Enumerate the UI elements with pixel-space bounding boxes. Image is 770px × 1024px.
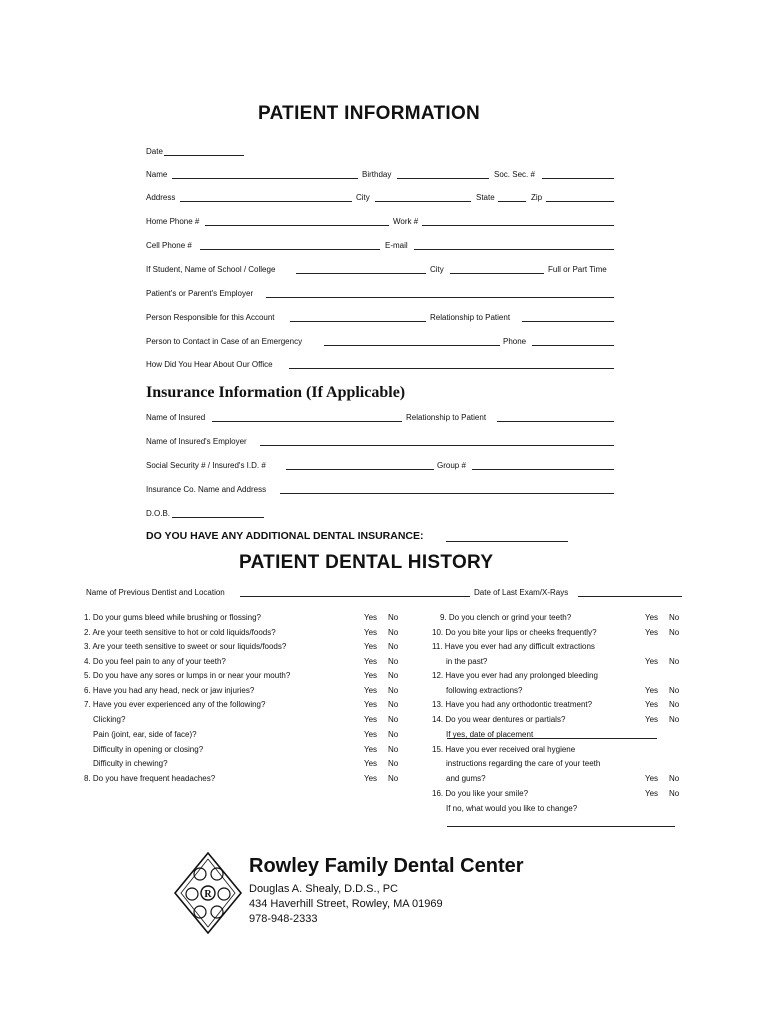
no-option[interactable]: No xyxy=(388,686,399,695)
no-option[interactable]: No xyxy=(669,613,680,622)
ssn-label: Social Security # / Insured's I.D. # xyxy=(146,461,266,470)
work-field[interactable] xyxy=(422,225,614,226)
name-label: Name xyxy=(146,170,168,179)
last-exam-label: Date of Last Exam/X-Rays xyxy=(474,588,569,597)
relationship-field[interactable] xyxy=(522,321,614,322)
practice-phone: 978-948-2333 xyxy=(249,913,318,925)
zip-label: Zip xyxy=(531,193,543,202)
no-option[interactable]: No xyxy=(669,789,680,798)
history-question: 2. Are your teeth sensitive to hot or cold liquids/foods? xyxy=(84,628,276,637)
yes-option[interactable]: Yes xyxy=(645,686,659,695)
address-label: Address xyxy=(146,193,176,202)
practice-doctor: Douglas A. Shealy, D.D.S., PC xyxy=(249,883,398,895)
email-label: E-mail xyxy=(385,241,408,250)
yes-option[interactable]: Yes xyxy=(364,628,378,637)
name-insured-field[interactable] xyxy=(212,421,402,422)
yes-option[interactable]: Yes xyxy=(645,700,659,709)
prev-dentist-label: Name of Previous Dentist and Location xyxy=(86,588,225,597)
history-question: 13. Have you had any orthodontic treatment? xyxy=(432,700,593,709)
yes-option[interactable]: Yes xyxy=(645,789,659,798)
history-question: 4. Do you feel pain to any of your teeth? xyxy=(84,657,226,666)
yes-option[interactable]: Yes xyxy=(645,657,659,666)
yes-option[interactable]: Yes xyxy=(364,745,378,754)
employer-field[interactable] xyxy=(266,297,614,298)
city-label: City xyxy=(356,193,370,202)
no-option[interactable]: No xyxy=(388,642,399,651)
insurance-heading: Insurance Information (If Applicable) xyxy=(146,384,406,401)
yes-option[interactable]: Yes xyxy=(364,671,378,680)
smile-change-field[interactable] xyxy=(447,826,675,827)
group-label: Group # xyxy=(437,461,466,470)
birthday-field[interactable] xyxy=(397,178,489,179)
history-question: and gums? xyxy=(446,774,486,783)
yes-option[interactable]: Yes xyxy=(364,657,378,666)
no-option[interactable]: No xyxy=(669,628,680,637)
relationship-label: Relationship to Patient xyxy=(430,313,511,322)
yes-option[interactable]: Yes xyxy=(645,774,659,783)
employer-label: Patient's or Parent's Employer xyxy=(146,289,254,298)
school-field[interactable] xyxy=(296,273,426,274)
history-question: 6. Have you had any head, neck or jaw injuries? xyxy=(84,686,255,695)
how-heard-field[interactable] xyxy=(289,368,614,369)
history-question: 9. Do you clench or grind your teeth? xyxy=(440,613,572,622)
emergency-label: Person to Contact in Case of an Emergency xyxy=(146,337,303,346)
practice-name: Rowley Family Dental Center xyxy=(249,855,524,877)
home-phone-field[interactable] xyxy=(205,225,389,226)
no-option[interactable]: No xyxy=(669,686,680,695)
yes-option[interactable]: Yes xyxy=(364,774,378,783)
history-question: If yes, date of placement xyxy=(446,730,534,739)
responsible-label: Person Responsible for this Account xyxy=(146,313,275,322)
student-label: If Student, Name of School / College xyxy=(146,265,276,274)
company-field[interactable] xyxy=(280,493,614,494)
ssn-field[interactable] xyxy=(286,469,434,470)
state-label: State xyxy=(476,193,495,202)
no-option[interactable]: No xyxy=(388,613,399,622)
no-option[interactable]: No xyxy=(388,628,399,637)
page-title: PATIENT INFORMATION xyxy=(258,103,481,124)
history-question: 14. Do you wear dentures or partials? xyxy=(432,715,566,724)
cell-phone-label: Cell Phone # xyxy=(146,241,192,250)
no-option[interactable]: No xyxy=(669,715,680,724)
practice-address: 434 Haverhill Street, Rowley, MA 01969 xyxy=(249,898,443,910)
history-question: Clicking? xyxy=(93,715,126,724)
how-heard-label: How Did You Hear About Our Office xyxy=(146,360,273,369)
emergency-field[interactable] xyxy=(324,345,500,346)
no-option[interactable]: No xyxy=(388,657,399,666)
phone-label: Phone xyxy=(503,337,527,346)
date-label: Date xyxy=(146,147,163,156)
insured-employer-label: Name of Insured's Employer xyxy=(146,437,247,446)
soc-sec-label: Soc. Sec. # xyxy=(494,170,535,179)
history-question: Difficulty in opening or closing? xyxy=(93,745,204,754)
responsible-field[interactable] xyxy=(290,321,426,322)
yes-option[interactable]: Yes xyxy=(364,613,378,622)
birthday-label: Birthday xyxy=(362,170,392,179)
city-field[interactable] xyxy=(375,201,471,202)
city2-label: City xyxy=(430,265,444,274)
yes-option[interactable]: Yes xyxy=(645,715,659,724)
no-option[interactable]: No xyxy=(388,759,399,768)
name-insured-label: Name of Insured xyxy=(146,413,206,422)
insured-relationship-label: Relationship to Patient xyxy=(406,413,487,422)
zip-field[interactable] xyxy=(546,201,614,202)
no-option[interactable]: No xyxy=(669,774,680,783)
home-phone-label: Home Phone # xyxy=(146,217,200,226)
yes-option[interactable]: Yes xyxy=(364,642,378,651)
no-option[interactable]: No xyxy=(388,700,399,709)
date-field[interactable] xyxy=(164,155,244,156)
emergency-phone-field[interactable] xyxy=(532,345,614,346)
full-part-label: Full or Part Time xyxy=(548,265,607,274)
history-question: 10. Do you bite your lips or cheeks frequently? xyxy=(432,628,597,637)
school-city-field[interactable] xyxy=(450,273,544,274)
state-field[interactable] xyxy=(498,201,526,202)
name-field[interactable] xyxy=(172,178,358,179)
practice-logo-icon xyxy=(172,850,244,936)
history-heading: PATIENT DENTAL HISTORY xyxy=(239,552,494,573)
history-question: 11. Have you ever had any difficult extractions xyxy=(432,642,595,651)
yes-option[interactable]: Yes xyxy=(645,628,659,637)
yes-option[interactable]: Yes xyxy=(364,700,378,709)
email-field[interactable] xyxy=(414,249,614,250)
no-option[interactable]: No xyxy=(669,700,680,709)
history-question: 3. Are your teeth sensitive to sweet or sour liquids/foods? xyxy=(84,642,287,651)
history-question: 1. Do your gums bleed while brushing or flossing? xyxy=(84,613,261,622)
group-field[interactable] xyxy=(472,469,614,470)
address-field[interactable] xyxy=(180,201,352,202)
history-question: 7. Have you ever experienced any of the following? xyxy=(84,700,266,709)
additional-insurance-field[interactable] xyxy=(446,541,568,542)
history-question: 15. Have you ever received oral hygiene xyxy=(432,745,576,754)
history-question: instructions regarding the care of your teeth xyxy=(446,759,601,768)
cell-phone-field[interactable] xyxy=(200,249,380,250)
no-option[interactable]: No xyxy=(388,671,399,680)
history-question: 5. Do you have any sores or lumps in or near your mouth? xyxy=(84,671,291,680)
yes-option[interactable]: Yes xyxy=(364,715,378,724)
svg-text:R: R xyxy=(204,889,212,900)
insured-relationship-field[interactable] xyxy=(497,421,614,422)
additional-insurance-label: DO YOU HAVE ANY ADDITIONAL DENTAL INSURANCE: xyxy=(146,530,424,542)
no-option[interactable]: No xyxy=(388,774,399,783)
dob-field[interactable] xyxy=(172,517,264,518)
yes-option[interactable]: Yes xyxy=(364,730,378,739)
soc-sec-field[interactable] xyxy=(542,178,614,179)
last-exam-field[interactable] xyxy=(578,596,682,597)
no-option[interactable]: No xyxy=(388,730,399,739)
placement-date-field[interactable] xyxy=(447,738,657,739)
dob-label: D.O.B. xyxy=(146,509,171,518)
history-question: 12. Have you ever had any prolonged bleeding xyxy=(432,671,598,680)
yes-option[interactable]: Yes xyxy=(645,613,659,622)
company-label: Insurance Co. Name and Address xyxy=(146,485,267,494)
history-question: following extractions? xyxy=(446,686,523,695)
prev-dentist-field[interactable] xyxy=(240,596,470,597)
yes-option[interactable]: Yes xyxy=(364,759,378,768)
history-question: in the past? xyxy=(446,657,488,666)
history-question: Pain (joint, ear, side of face)? xyxy=(93,730,197,739)
yes-option[interactable]: Yes xyxy=(364,686,378,695)
no-option[interactable]: No xyxy=(388,745,399,754)
no-option[interactable]: No xyxy=(669,657,680,666)
history-question: If no, what would you like to change? xyxy=(446,804,578,813)
work-label: Work # xyxy=(393,217,419,226)
insured-employer-field[interactable] xyxy=(260,445,614,446)
history-question: Difficulty in chewing? xyxy=(93,759,168,768)
no-option[interactable]: No xyxy=(388,715,399,724)
history-question: 8. Do you have frequent headaches? xyxy=(84,774,216,783)
history-question: 16. Do you like your smile? xyxy=(432,789,529,798)
